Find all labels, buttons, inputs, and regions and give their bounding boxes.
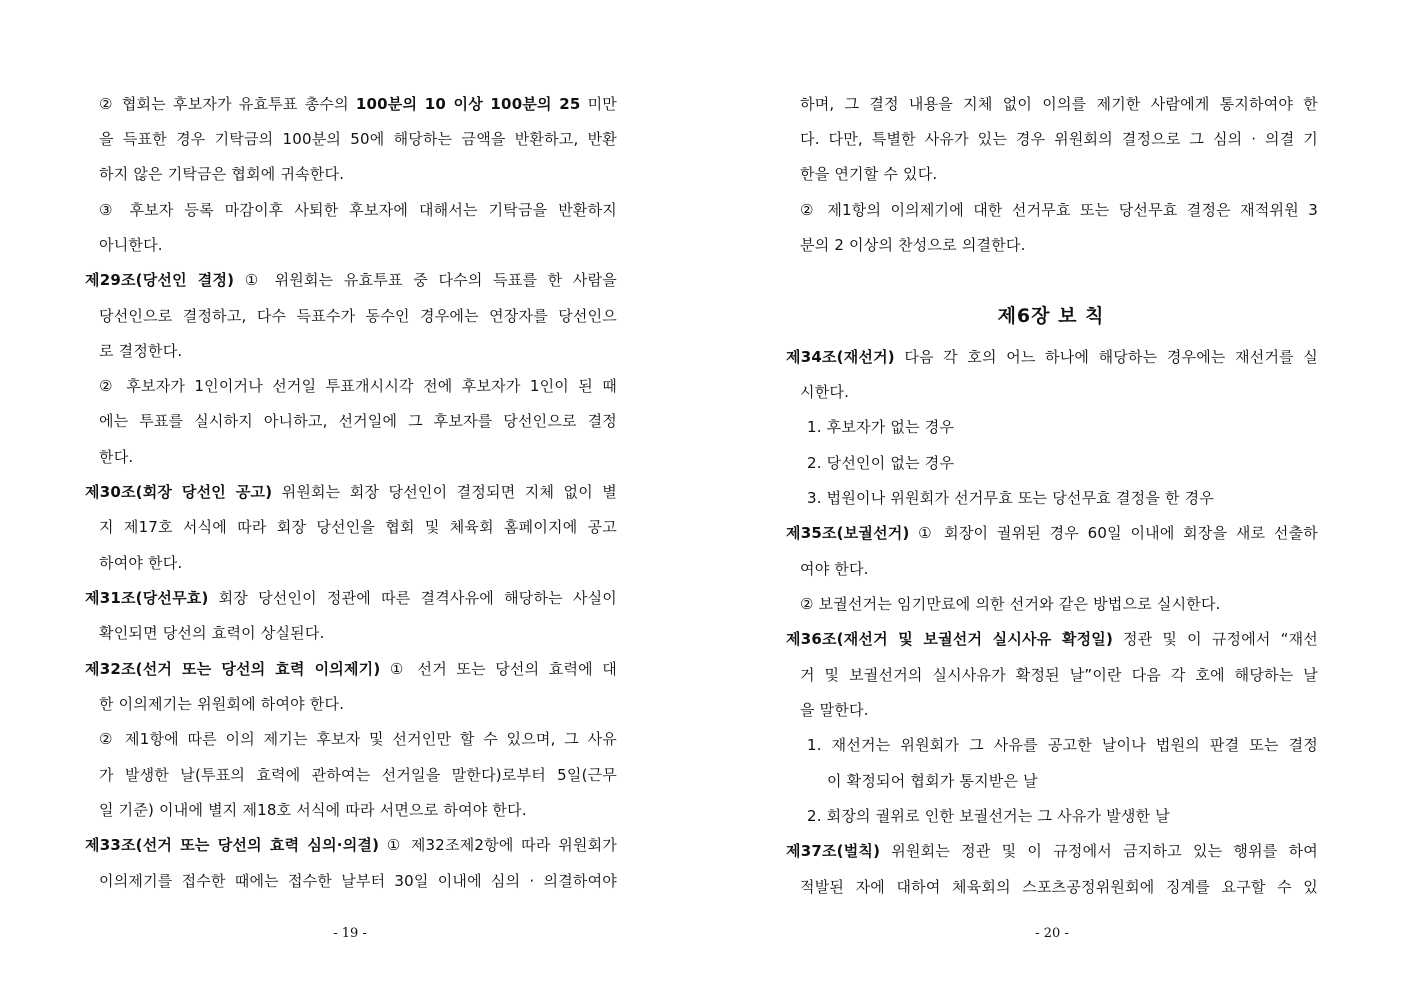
article-line: 제34조(재선거) 다음 각 호의 어느 하나에 해당하는 경우에는 재선거를 실 <box>786 348 1318 366</box>
text-line: 지 제17호 서식에 따라 회장 당선인을 협회 및 체육회 홈페이지에 공고 <box>99 518 617 536</box>
text-line: 적발된 자에 대하여 체육회의 스포츠공정위원회에 징계를 요구할 수 있 <box>800 878 1318 896</box>
text-line: ② 제1항에 따른 이의 제기는 후보자 및 선거인만 할 수 있으며, 그 사유 <box>99 730 617 748</box>
article-line: 제35조(보궐선거) ① 회장이 궐위된 경우 60일 이내에 회장을 새로 선출하 <box>786 524 1318 542</box>
page-number: - 20 - <box>1035 926 1069 941</box>
text-line: ③ 후보자 등록 마감이후 사퇴한 후보자에 대해서는 기탁금을 반환하지 <box>99 201 617 219</box>
text-line: 당선인으로 결정하고, 다수 득표수가 동수인 경우에는 연장자를 당선인으 <box>99 307 617 325</box>
text-line: 여야 한다. <box>800 560 869 578</box>
article-heading: 제32조(선거 또는 당선의 효력 이의제기) <box>85 660 381 678</box>
text-line: 한 이의제기는 위원회에 하여야 한다. <box>99 695 345 713</box>
text-line: 하며, 그 결정 내용을 지체 없이 이의를 제기한 사람에게 통지하여야 한 <box>800 95 1318 113</box>
article-heading: 제30조(회장 당선인 공고) <box>85 483 273 501</box>
article-heading: 제33조(선거 또는 당선의 효력 심의·의결) <box>85 836 380 854</box>
article-line: 제29조(당선인 결정) ① 위원회는 유효투표 중 다수의 득표를 한 사람을 <box>85 271 617 289</box>
text-line: 일 기준) 이내에 별지 제18호 서식에 따라 서면으로 하여야 한다. <box>99 801 527 819</box>
text-line: 확인되면 당선의 효력이 상실된다. <box>99 624 325 642</box>
page-right <box>701 0 1403 992</box>
article-line: 제37조(벌칙) 위원회는 정관 및 이 규정에서 금지하고 있는 행위를 하여 <box>786 842 1318 860</box>
text-line: 하여야 한다. <box>99 554 183 572</box>
article-heading: 제35조(보궐선거) <box>786 524 910 542</box>
text-line: 분의 2 이상의 찬성으로 의결한다. <box>800 236 1026 254</box>
text-line: 이의제기를 접수한 때에는 접수한 날부터 30일 이내에 심의 · 의결하여야 <box>99 872 617 890</box>
list-item: 2. 당선인이 없는 경우 <box>807 454 955 472</box>
page-number: - 19 - <box>333 926 367 941</box>
article-line: 제32조(선거 또는 당선의 효력 이의제기) ① 선거 또는 당선의 효력에 대 <box>85 660 617 678</box>
text-line: 로 결정한다. <box>99 342 183 360</box>
article-line: 제31조(당선무효) 회장 당선인이 정관에 따른 결격사유에 해당하는 사실이 <box>85 589 617 607</box>
article-line: 제30조(회장 당선인 공고) 위원회는 회장 당선인이 결정되면 지체 없이 별 <box>85 483 617 501</box>
text-line: ② 제1항의 이의제기에 대한 선거무효 또는 당선무효 결정은 재적위원 3 <box>800 201 1318 219</box>
text-line: 다. 다만, 특별한 사유가 있는 경우 위원회의 결정으로 그 심의 · 의결 기 <box>800 130 1318 148</box>
text-line: 한다. <box>99 448 134 466</box>
text-line: 아니한다. <box>99 236 163 254</box>
text-line: ② 협회는 후보자가 유효투표 총수의 100분의 10 이상 100분의 25 미만 <box>99 95 617 113</box>
text-line: 한을 연기할 수 있다. <box>800 165 938 183</box>
article-line: 제36조(재선거 및 보궐선거 실시사유 확정일) 정관 및 이 규정에서 “재선 <box>786 630 1318 648</box>
list-item: 2. 회장의 궐위로 인한 보궐선거는 그 사유가 발생한 날 <box>807 807 1170 825</box>
article-heading: 제36조(재선거 및 보궐선거 실시사유 확정일) <box>786 630 1114 648</box>
page-left <box>0 0 701 992</box>
bold-text: 100분의 10 이상 100분의 25 <box>355 95 581 113</box>
text-line: 에는 투표를 실시하지 아니하고, 선거일에 그 후보자를 당선인으로 결정 <box>99 412 617 430</box>
article-heading: 제31조(당선무효) <box>85 589 209 607</box>
text-line: 거 및 보궐선거의 실시사유가 확정된 날”이란 다음 각 호에 해당하는 날 <box>800 666 1318 684</box>
text-line: 을 득표한 경우 기탁금의 100분의 50에 해당하는 금액을 반환하고, 반환 <box>99 130 617 148</box>
list-item: 1. 후보자가 없는 경우 <box>807 418 955 436</box>
article-heading: 제34조(재선거) <box>786 348 895 366</box>
article-heading: 제29조(당선인 결정) <box>85 271 235 289</box>
article-line: 제33조(선거 또는 당선의 효력 심의·의결) ① 제32조제2항에 따라 위원회가 <box>85 836 617 854</box>
chapter-title: 제6장 보 칙 <box>997 305 1105 327</box>
list-item: 3. 법원이나 위원회가 선거무효 또는 당선무효 결정을 한 경우 <box>807 489 1215 507</box>
article-heading: 제37조(벌칙) <box>786 842 881 860</box>
text-line: 하지 않은 기탁금은 협회에 귀속한다. <box>99 165 345 183</box>
text-line: 을 말한다. <box>800 701 869 719</box>
text-line: 가 발생한 날(투표의 효력에 관하여는 선거일을 말한다)로부터 5일(근무 <box>99 766 617 784</box>
text-line: ② 후보자가 1인이거나 선거일 투표개시시각 전에 후보자가 1인이 된 때 <box>99 377 617 395</box>
list-item-continuation: 이 확정되어 협회가 통지받은 날 <box>827 772 1038 790</box>
list-item: 1. 재선거는 위원회가 그 사유를 공고한 날이나 법원의 판결 또는 결정 <box>807 736 1318 754</box>
text-line: ② 보궐선거는 임기만료에 의한 선거와 같은 방법으로 실시한다. <box>800 595 1221 613</box>
text-line: 시한다. <box>800 383 850 401</box>
